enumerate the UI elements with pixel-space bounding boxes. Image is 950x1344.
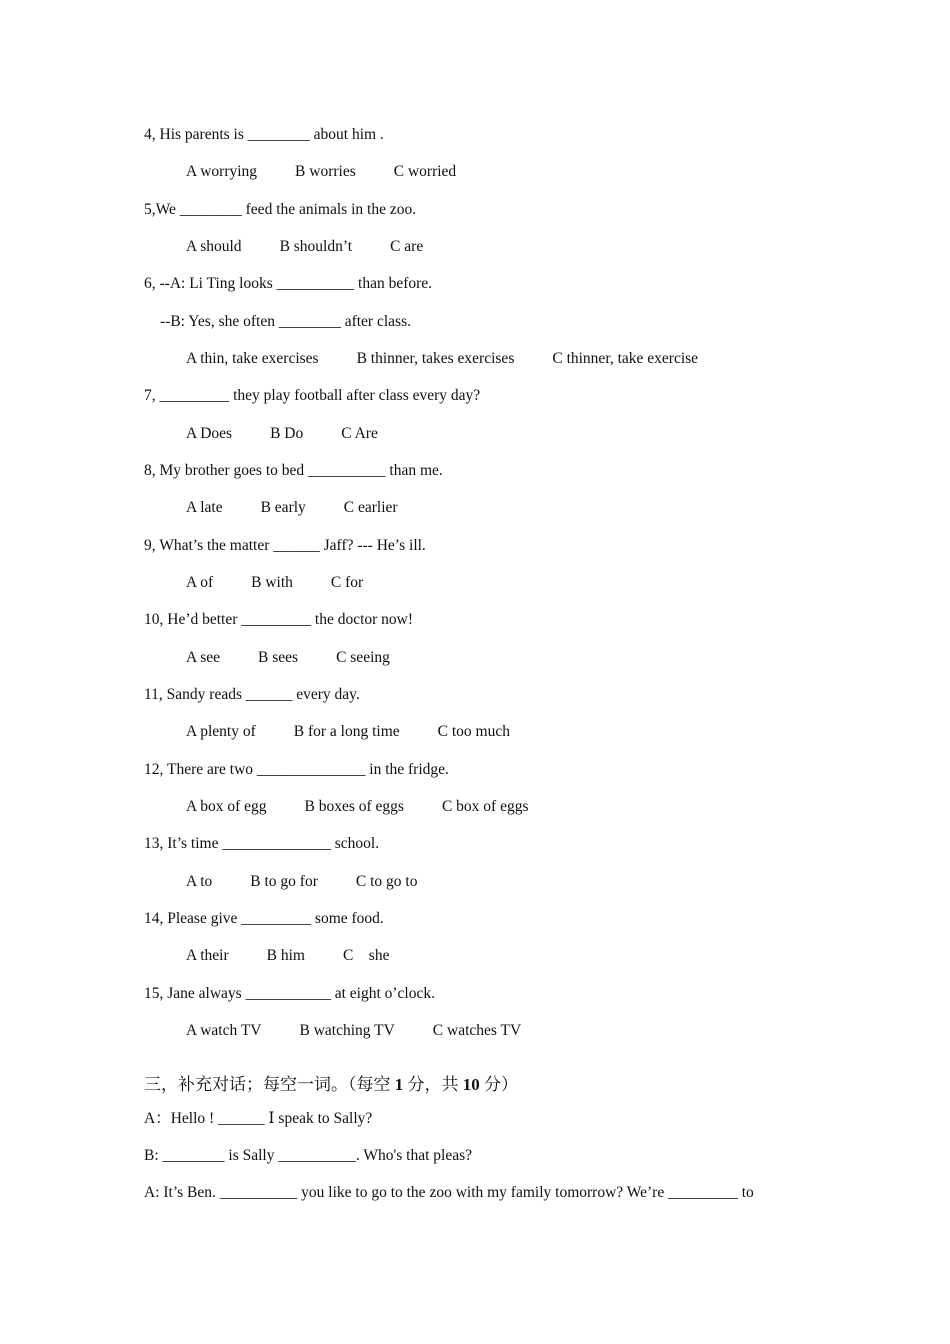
dialogue-line: A: It’s Ben. __________ you like to go to the zoo with my family tomorrow? We’re _________ to (144, 1184, 754, 1201)
option-a: A Does (186, 425, 233, 442)
question-stem: 13, It’s time ______________ school. (144, 835, 380, 852)
dialogue-line: B: ________ is Sally __________. Who's that pleas? (144, 1147, 472, 1164)
section-heading-suffix: 分） (479, 1075, 518, 1094)
option-b: B early (260, 499, 306, 516)
option-b: B him (266, 947, 305, 964)
option-b: B thinner, takes exercises (356, 350, 515, 367)
question-stem: 5,We ________ feed the animals in the zoo. (144, 201, 417, 218)
question-options (186, 946, 389, 966)
option-a: A should (186, 238, 242, 255)
option-a: A to (186, 873, 213, 890)
option-a: A watch TV (186, 1022, 262, 1039)
option-b: B to go for (250, 873, 318, 890)
option-a: A thin, take exercises (186, 350, 319, 367)
section-heading-prefix: 三，补充对话；每空一词。（每空 (144, 1075, 395, 1094)
question-options (186, 648, 390, 668)
question-stem-continued: --B: Yes, she often ________ after class. (160, 313, 411, 330)
question-stem: 8, My brother goes to bed __________ than me. (144, 462, 443, 479)
option-c: C to go to (355, 873, 418, 890)
question-options (186, 349, 698, 369)
option-b: B sees (258, 649, 299, 666)
question-options (186, 872, 417, 892)
option-c: C worried (393, 163, 457, 180)
option-b: B shouldn’t (279, 238, 353, 255)
option-c: C she (342, 947, 390, 964)
option-a: A see (186, 649, 221, 666)
question-options (186, 722, 510, 742)
question-options (186, 424, 378, 444)
question-options (186, 797, 529, 817)
section-heading (144, 1074, 518, 1096)
option-a: A of (186, 574, 214, 591)
question-stem: 9, What’s the matter ______ Jaff? --- He’s ill. (144, 537, 426, 554)
option-c: C seeing (336, 649, 390, 666)
option-c: C box of eggs (441, 798, 529, 815)
option-a: A plenty of (186, 723, 256, 740)
question-stem: 6, --A: Li Ting looks __________ than before. (144, 275, 433, 292)
option-c: C Are (341, 425, 378, 442)
section-score-total: 10 (462, 1075, 480, 1094)
option-c: C too much (437, 723, 510, 740)
option-c: C are (390, 238, 424, 255)
question-stem: 14, Please give _________ some food. (144, 910, 384, 927)
option-a: A late (186, 499, 223, 516)
question-stem: 4, His parents is ________ about him . (144, 126, 384, 143)
section-score-each: 1 (394, 1075, 404, 1094)
question-stem: 15, Jane always ___________ at eight o’clock. (144, 985, 435, 1002)
option-b: B boxes of eggs (304, 798, 404, 815)
section-heading-middle: 分，共 (403, 1075, 463, 1094)
option-c: C watches TV (432, 1022, 522, 1039)
question-stem: 7, _________ they play football after class every day? (144, 387, 481, 404)
question-options (186, 237, 423, 257)
option-a: A worrying (186, 163, 258, 180)
option-c: C earlier (343, 499, 398, 516)
option-b: B worries (295, 163, 356, 180)
option-b: B for a long time (293, 723, 400, 740)
option-b: B Do (270, 425, 304, 442)
question-stem: 11, Sandy reads ______ every day. (144, 686, 360, 703)
question-options (186, 1021, 521, 1041)
option-b: B with (251, 574, 293, 591)
option-c: C thinner, take exercise (552, 350, 699, 367)
dialogue-line: A：Hello ! ______ Ⅰ speak to Sally? (144, 1110, 373, 1127)
question-stem: 10, He’d better _________ the doctor now! (144, 611, 414, 628)
question-options (186, 573, 363, 593)
question-options (186, 162, 456, 182)
question-stem: 12, There are two ______________ in the fridge. (144, 761, 449, 778)
option-a: A box of egg (186, 798, 267, 815)
question-options (186, 498, 398, 518)
option-b: B watching TV (299, 1022, 395, 1039)
option-a: A their (186, 947, 229, 964)
option-c: C for (330, 574, 364, 591)
